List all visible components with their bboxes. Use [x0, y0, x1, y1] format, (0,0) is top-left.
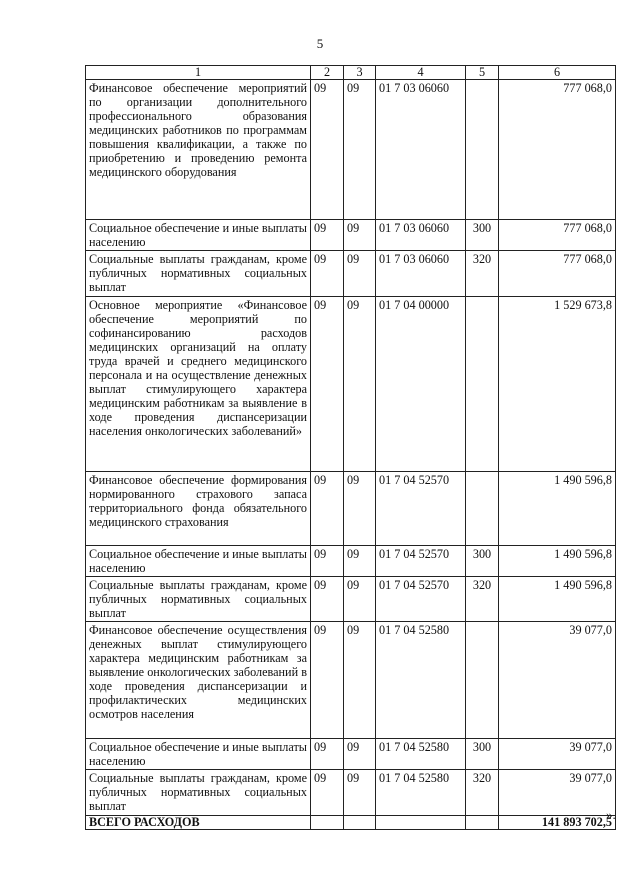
- table-row: [86, 220, 616, 251]
- row-amount: 39 077,0: [499, 770, 616, 816]
- row-subsection: 09: [344, 80, 376, 220]
- row-name: Социальные выплаты гражданам, кроме публичных нормативных социальных выплат: [86, 770, 311, 816]
- row-target-code: 01 7 04 00000: [376, 297, 466, 472]
- row-expense-type: [466, 297, 499, 472]
- row-name: Финансовое обеспечение осуществления денежных выплат стимулирующего характера медицинским работникам за выявление онкологических заболеваний в ходе проведения диспансеризации и профилактических медицинских осмотров населения: [86, 622, 311, 739]
- row-amount: 1 490 596,8: [499, 577, 616, 622]
- row-amount: 1 529 673,8: [499, 297, 616, 472]
- row-expense-type: [466, 622, 499, 739]
- row-subsection: 09: [344, 577, 376, 622]
- row-expense-type: 300: [466, 546, 499, 577]
- row-amount: 39 077,0: [499, 622, 616, 739]
- row-section: 09: [311, 770, 344, 816]
- row-subsection: 09: [344, 220, 376, 251]
- table-row: [86, 297, 616, 472]
- table-row: [86, 251, 616, 297]
- table-header-row: [86, 66, 616, 80]
- row-subsection: 09: [344, 546, 376, 577]
- row-name: Социальные выплаты гражданам, кроме публичных нормативных социальных выплат: [86, 577, 311, 622]
- table-row: [86, 577, 616, 622]
- row-expense-type: [466, 80, 499, 220]
- row-expense-type: 320: [466, 770, 499, 816]
- column-header: 4: [376, 66, 466, 80]
- row-expense-type: 320: [466, 251, 499, 297]
- row-section: 09: [311, 297, 344, 472]
- table-row: [86, 622, 616, 739]
- column-header: 5: [466, 66, 499, 80]
- row-section: 09: [311, 546, 344, 577]
- row-expense-type: 300: [466, 739, 499, 770]
- row-subsection: 09: [344, 472, 376, 546]
- expenditure-table: [85, 65, 616, 830]
- row-amount: 39 077,0: [499, 739, 616, 770]
- column-header: 3: [344, 66, 376, 80]
- row-section: 09: [311, 739, 344, 770]
- row-name: Социальные выплаты гражданам, кроме публичных нормативных социальных выплат: [86, 251, 311, 297]
- row-expense-type: 320: [466, 577, 499, 622]
- table-row: [86, 546, 616, 577]
- row-target-code: 01 7 03 06060: [376, 220, 466, 251]
- page-number: 5: [316, 36, 324, 51]
- row-subsection: 09: [344, 297, 376, 472]
- column-header: 2: [311, 66, 344, 80]
- total-row: [86, 816, 616, 830]
- column-header: 6: [499, 66, 616, 80]
- row-name: Финансовое обеспечение формирования нормированного страхового запаса территориального фонда обязательного медицинского страхования: [86, 472, 311, 546]
- row-section: 09: [311, 220, 344, 251]
- row-target-code: 01 7 04 52580: [376, 770, 466, 816]
- row-section: 09: [311, 472, 344, 546]
- row-target-code: 01 7 03 06060: [376, 80, 466, 220]
- row-target-code: 01 7 04 52570: [376, 546, 466, 577]
- row-amount: 777 068,0: [499, 80, 616, 220]
- row-subsection: 09: [344, 770, 376, 816]
- row-name: Финансовое обеспечение мероприятий по организации дополнительного профессионального образования медицинских работников по программам повышения квалификации, а также по приобретению и проведению ремонта медицинского оборудования: [86, 80, 311, 220]
- row-target-code: 01 7 04 52570: [376, 472, 466, 546]
- row-target-code: 01 7 04 52570: [376, 577, 466, 622]
- table-row: [86, 472, 616, 546]
- row-target-code: 01 7 04 52580: [376, 622, 466, 739]
- row-name: Социальное обеспечение и иные выплаты населению: [86, 546, 311, 577]
- row-name: Основное мероприятие «Финансовое обеспечение мероприятий по софинансированию расходов медицинских организаций на оплату труда врачей и среднего медицинского персонала и на осуществление денежных выплат стимулирующего характера медицинским работникам за выявление в ходе проведения диспансеризации населения онкологических заболеваний»: [86, 297, 311, 472]
- row-amount: 777 068,0: [499, 251, 616, 297]
- row-target-code: 01 7 04 52580: [376, 739, 466, 770]
- table-row: [86, 770, 616, 816]
- column-header: 1: [86, 66, 311, 80]
- row-expense-type: [466, 472, 499, 546]
- row-expense-type: 300: [466, 220, 499, 251]
- row-subsection: 09: [344, 251, 376, 297]
- closing-quote: ».: [606, 807, 616, 822]
- total-amount: 141 893 702,5: [499, 816, 616, 830]
- row-subsection: 09: [344, 739, 376, 770]
- total-label: ВСЕГО РАСХОДОВ: [86, 816, 311, 830]
- table-row: [86, 739, 616, 770]
- table-row: [86, 80, 616, 220]
- row-name: Социальное обеспечение и иные выплаты населению: [86, 739, 311, 770]
- row-amount: 1 490 596,8: [499, 472, 616, 546]
- row-section: 09: [311, 577, 344, 622]
- row-target-code: 01 7 03 06060: [376, 251, 466, 297]
- row-section: 09: [311, 80, 344, 220]
- row-section: 09: [311, 622, 344, 739]
- row-amount: 1 490 596,8: [499, 546, 616, 577]
- row-amount: 777 068,0: [499, 220, 616, 251]
- row-section: 09: [311, 251, 344, 297]
- row-name: Социальное обеспечение и иные выплаты населению: [86, 220, 311, 251]
- row-subsection: 09: [344, 622, 376, 739]
